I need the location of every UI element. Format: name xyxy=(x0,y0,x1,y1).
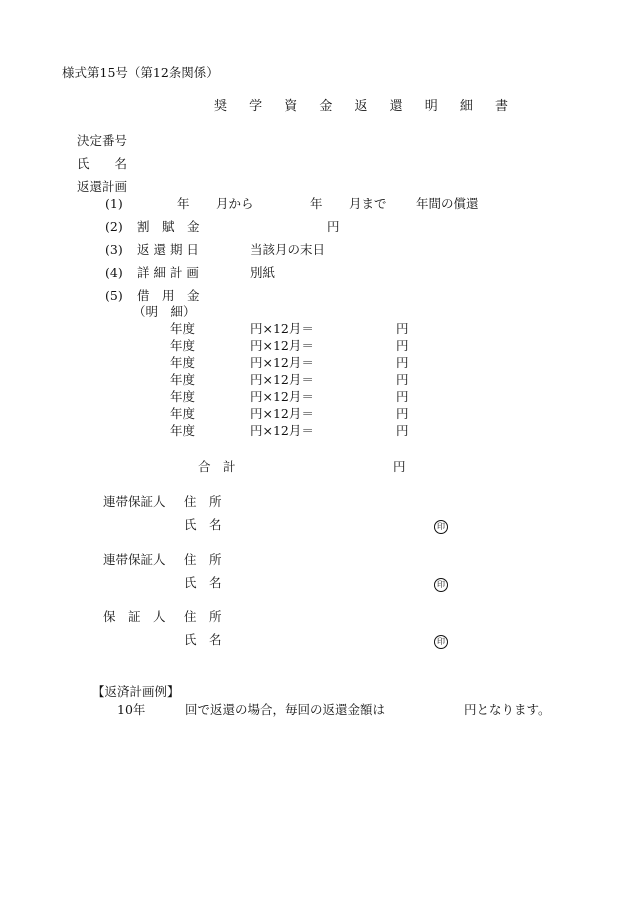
plan-item-4-label: 詳 細 計 画 xyxy=(137,265,199,280)
plan-item-4-value: 別紙 xyxy=(250,265,276,280)
plan-heading: 返還計画 xyxy=(77,179,128,194)
guarantor-name-label: 氏 名 xyxy=(184,575,222,590)
breakdown-unit: 円 xyxy=(396,321,409,336)
example-tail: 円となります。 xyxy=(464,702,551,717)
guarantor-role: 連帯保証人 xyxy=(103,494,166,509)
plan-item-3-no: (3) xyxy=(105,242,123,257)
form-id: 様式第15号（第12条関係） xyxy=(62,65,219,80)
guarantor-role: 連帯保証人 xyxy=(103,552,166,567)
plan-item-1-year-to: 年 xyxy=(310,196,323,211)
breakdown-formula: 円×12月＝ xyxy=(250,389,314,404)
example-years: 10年 xyxy=(117,702,146,717)
breakdown-unit: 円 xyxy=(396,423,409,438)
breakdown-year: 年度 xyxy=(170,406,196,421)
page-title: 奨 学 資 金 返 還 明 細 書 xyxy=(214,99,518,114)
plan-item-2-unit: 円 xyxy=(327,219,340,234)
total-unit: 円 xyxy=(393,459,406,474)
plan-item-2-label: 割 賦 金 xyxy=(137,219,200,234)
breakdown-formula: 円×12月＝ xyxy=(250,355,314,370)
plan-item-4-no: (4) xyxy=(105,265,123,280)
name-label: 氏 名 xyxy=(77,156,128,171)
plan-item-1-no: (1) xyxy=(105,196,123,211)
guarantor-address-label: 住 所 xyxy=(184,609,222,624)
plan-item-5-label: 借 用 金 xyxy=(137,288,200,303)
guarantor-name-label: 氏 名 xyxy=(184,517,222,532)
breakdown-formula: 円×12月＝ xyxy=(250,423,314,438)
breakdown-year: 年度 xyxy=(170,355,196,370)
breakdown-formula: 円×12月＝ xyxy=(250,321,314,336)
seal-mark: 印 xyxy=(434,578,448,592)
example-text: 回で返還の場合，毎回の返還金額は xyxy=(185,702,386,717)
plan-item-3-label: 返 還 期 日 xyxy=(137,242,199,257)
breakdown-year: 年度 xyxy=(170,372,196,387)
plan-item-5-sub: （明 細） xyxy=(133,304,196,319)
plan-item-1-year-from: 年 xyxy=(177,196,190,211)
guarantor-name-label: 氏 名 xyxy=(184,632,222,647)
guarantor-address-label: 住 所 xyxy=(184,552,222,567)
breakdown-unit: 円 xyxy=(396,338,409,353)
seal-mark: 印 xyxy=(434,520,448,534)
breakdown-formula: 円×12月＝ xyxy=(250,338,314,353)
example-heading: 【返済計画例】 xyxy=(92,684,180,699)
breakdown-formula: 円×12月＝ xyxy=(250,372,314,387)
decision-number-label: 決定番号 xyxy=(77,133,128,148)
breakdown-year: 年度 xyxy=(170,338,196,353)
guarantor-address-label: 住 所 xyxy=(184,494,222,509)
breakdown-unit: 円 xyxy=(396,355,409,370)
total-label: 合 計 xyxy=(198,459,236,474)
plan-item-1-month-to: 月まで xyxy=(349,196,387,211)
breakdown-year: 年度 xyxy=(170,389,196,404)
breakdown-formula: 円×12月＝ xyxy=(250,406,314,421)
plan-item-2-no: (2) xyxy=(105,219,123,234)
plan-item-5-no: (5) xyxy=(105,288,123,303)
seal-mark: 印 xyxy=(434,635,448,649)
guarantor-role: 保 証 人 xyxy=(103,609,166,624)
breakdown-unit: 円 xyxy=(396,406,409,421)
breakdown-unit: 円 xyxy=(396,372,409,387)
plan-item-1-duration: 年間の償還 xyxy=(416,196,479,211)
breakdown-unit: 円 xyxy=(396,389,409,404)
breakdown-year: 年度 xyxy=(170,423,196,438)
breakdown-year: 年度 xyxy=(170,321,196,336)
plan-item-3-value: 当該月の末日 xyxy=(250,242,326,257)
plan-item-1-month-from: 月から xyxy=(216,196,254,211)
